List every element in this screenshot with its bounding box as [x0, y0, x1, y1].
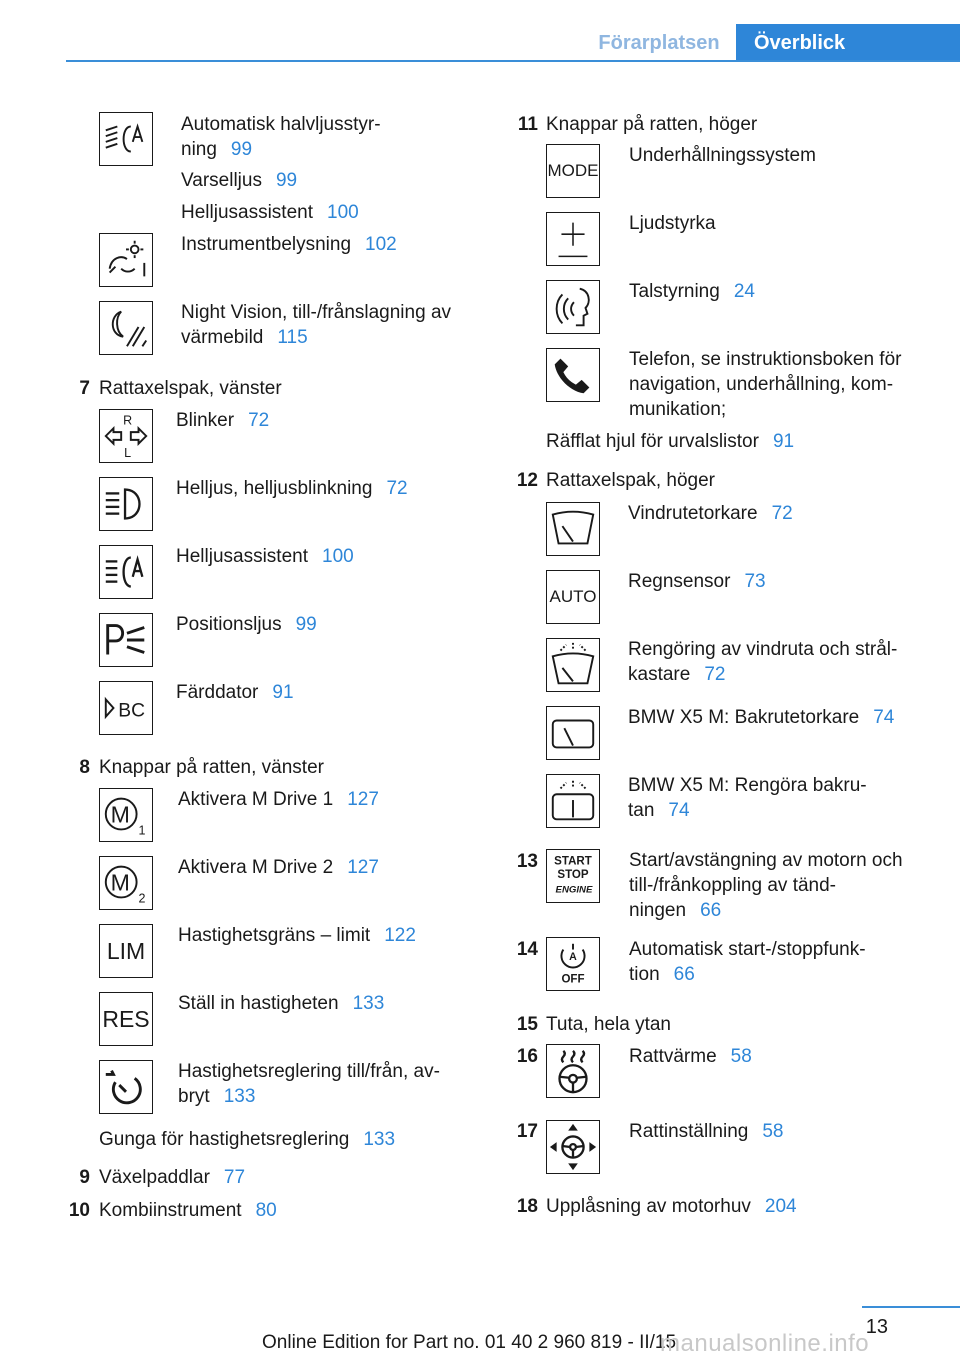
page-ref[interactable]: 72 — [248, 410, 270, 431]
item-start-stop: Start/avstängning av motorn och till-/frånkoppling av tänd- ningen 66 — [629, 850, 903, 921]
header-rule — [66, 60, 960, 62]
cruise-control-icon — [99, 1060, 153, 1114]
item-trip-computer: Färddator 91 — [176, 682, 294, 703]
page-ref[interactable]: 77 — [223, 1167, 246, 1188]
item-volume: Ljudstyrka — [629, 213, 716, 234]
item-wheel-heating: Rattvärme 58 — [629, 1046, 752, 1067]
chapter-tab: Överblick — [736, 24, 960, 62]
page-ref[interactable]: 133 — [352, 993, 385, 1014]
steering-adjust-icon — [546, 1120, 600, 1174]
page-ref[interactable]: 72 — [771, 503, 793, 524]
section-title: Upplåsning av motorhuv 204 — [546, 1196, 797, 1217]
section-title: Rattaxelspak, vänster — [99, 378, 282, 399]
svg-text:R: R — [123, 413, 133, 428]
item-entertainment: Underhållningssystem — [629, 145, 816, 166]
page-ref[interactable]: 102 — [365, 234, 397, 255]
page-ref[interactable]: 58 — [762, 1121, 784, 1142]
page-ref[interactable]: 73 — [744, 571, 766, 592]
item-m-drive-1: Aktivera M Drive 1 127 — [178, 789, 379, 810]
m-drive-1-icon — [99, 788, 153, 842]
section-number: 17 — [516, 1121, 538, 1142]
turn-signal-icon — [99, 409, 153, 463]
section-number: 12 — [516, 470, 538, 491]
svg-text:ENGINE: ENGINE — [555, 884, 593, 896]
page-ref[interactable]: 204 — [764, 1196, 797, 1217]
page-ref[interactable]: 74 — [668, 800, 690, 821]
page-ref[interactable]: 99 — [230, 139, 253, 160]
resume-speed-icon: RES — [99, 992, 153, 1046]
footer-rule — [862, 1306, 960, 1308]
night-vision-icon — [99, 301, 153, 355]
item-set-speed: Ställ in hastigheten 133 — [178, 993, 385, 1014]
m-drive-2-icon — [99, 856, 153, 910]
item-high-beam: Helljus, helljusblinkning 72 — [176, 478, 408, 499]
page-ref[interactable]: 91 — [772, 431, 795, 452]
item-auto-start-stop: Automatisk start-/stoppfunk- tion 66 — [629, 939, 866, 985]
volume-icon — [546, 212, 600, 266]
page-ref[interactable]: 99 — [275, 170, 298, 191]
page-ref[interactable]: 100 — [322, 546, 354, 567]
section-title: Kombiinstrument 80 — [99, 1200, 277, 1221]
page-ref[interactable]: 91 — [272, 682, 294, 703]
auto-headlight-icon — [99, 112, 153, 166]
item-m-drive-2: Aktivera M Drive 2 127 — [178, 857, 379, 878]
trip-computer-icon — [99, 681, 153, 735]
voice-control-icon — [546, 280, 600, 334]
section-number: 9 — [79, 1167, 90, 1188]
phone-icon — [546, 348, 600, 402]
item-turn-signal: Blinker 72 — [176, 410, 270, 431]
rain-sensor-icon: AUTO — [546, 570, 600, 624]
page-ref[interactable]: 80 — [255, 1200, 277, 1221]
page-ref[interactable]: 133 — [363, 1129, 396, 1150]
start-stop-icon — [546, 849, 600, 903]
page-ref[interactable]: 66 — [673, 964, 695, 985]
svg-text:A: A — [569, 951, 577, 964]
page-ref[interactable]: 127 — [347, 857, 379, 878]
section-title: Knappar på ratten, vänster — [99, 757, 324, 778]
item-instrument-lighting: Instrumentbelysning 102 — [181, 234, 397, 255]
item-high-beam-assist: Helljusassistent 100 — [181, 202, 359, 223]
svg-text:1: 1 — [138, 823, 146, 838]
speed-limit-icon: LIM — [99, 924, 153, 978]
item-high-beam-assistant: Helljusassistent 100 — [176, 546, 354, 567]
mode-button-icon: MODE — [546, 144, 600, 198]
item-thumbwheel: Räfflat hjul för urvalslistor 91 — [546, 431, 795, 452]
item-windshield-wiper: Vindrutetorkare 72 — [628, 503, 793, 524]
instrument-lighting-icon — [99, 233, 153, 287]
section-number: 11 — [517, 114, 538, 135]
rear-wiper-icon — [546, 706, 600, 760]
item-phone: Telefon, se instruktionsboken för navigation, underhållning, kom- munikation; — [629, 349, 902, 420]
svg-text:L: L — [124, 446, 132, 461]
page-ref[interactable]: 74 — [873, 707, 895, 728]
page-ref[interactable]: 100 — [327, 202, 359, 223]
edition-note: Online Edition for Part no. 01 40 2 960 819 - II/15 — [262, 1332, 677, 1353]
page-ref[interactable]: 99 — [295, 614, 317, 635]
item-daytime-lights: Varselljus 99 — [181, 170, 298, 191]
wiper-icon — [546, 502, 600, 556]
item-rear-wiper: BMW X5 M: Bakrutetorkare 74 — [628, 707, 895, 728]
parking-light-icon — [99, 613, 153, 667]
watermark: manualsonline.info — [660, 1330, 870, 1357]
auto-start-stop-icon — [546, 937, 600, 991]
section-title: Växelpaddlar 77 — [99, 1167, 246, 1188]
item-cruise-control: Hastighetsreglering till/från, av- bryt 133 — [178, 1061, 440, 1107]
item-wheel-adjust: Rattinställning 58 — [629, 1121, 784, 1142]
page-ref[interactable]: 133 — [223, 1086, 256, 1107]
page-ref[interactable]: 115 — [277, 327, 308, 348]
section-title: Knappar på ratten, höger — [546, 114, 758, 135]
washer-icon — [546, 638, 600, 692]
section-number: 18 — [516, 1196, 538, 1217]
page-number: 13 — [865, 1316, 888, 1338]
item-parking-lights: Positionsljus 99 — [176, 614, 317, 635]
section-number: 8 — [79, 757, 90, 778]
item-auto-low-beam: Automatisk halvljusstyr- ning 99 — [181, 114, 381, 160]
high-beam-assist-icon — [99, 545, 153, 599]
item-washer: Rengöring av vindruta och strål- kastare 72 — [628, 639, 898, 685]
page-ref[interactable]: 72 — [386, 478, 408, 499]
section-number: 10 — [68, 1200, 90, 1221]
page-ref[interactable]: 72 — [704, 664, 726, 685]
page-ref[interactable]: 58 — [730, 1046, 752, 1067]
item-rear-washer: BMW X5 M: Rengöra bakru- tan 74 — [628, 775, 867, 821]
section-title: Tuta, hela ytan — [546, 1014, 671, 1035]
section-number: 14 — [516, 939, 538, 960]
svg-text:STOP: STOP — [557, 868, 589, 881]
section-tab: Förarplatsen — [598, 32, 720, 54]
rear-washer-icon — [546, 774, 600, 828]
page-ref[interactable]: 127 — [347, 789, 379, 810]
svg-text:BC: BC — [118, 700, 146, 722]
item-cruise-rocker: Gunga för hastighetsreglering 133 — [99, 1129, 396, 1150]
item-speed-limit: Hastighetsgräns – limit 122 — [178, 925, 416, 946]
svg-text:START: START — [554, 855, 592, 868]
svg-text:2: 2 — [138, 891, 146, 906]
item-night-vision: Night Vision, till-/frånslagning av värmebild 115 — [181, 302, 452, 348]
page-ref[interactable]: 122 — [384, 925, 416, 946]
page-ref[interactable]: 24 — [733, 281, 755, 302]
svg-text:M: M — [110, 801, 130, 828]
section-title: Rattaxelspak, höger — [546, 470, 715, 491]
steering-wheel-heating-icon — [546, 1044, 600, 1098]
item-voice-control: Talstyrning 24 — [629, 281, 755, 302]
section-number: 15 — [516, 1014, 538, 1035]
page-ref[interactable]: 66 — [700, 900, 722, 921]
high-beam-icon — [99, 477, 153, 531]
section-number: 7 — [79, 378, 90, 399]
svg-text:OFF: OFF — [561, 973, 585, 986]
svg-text:M: M — [110, 869, 130, 896]
section-number: 13 — [516, 851, 538, 872]
section-number: 16 — [516, 1046, 538, 1067]
item-rain-sensor: Regnsensor 73 — [628, 571, 766, 592]
